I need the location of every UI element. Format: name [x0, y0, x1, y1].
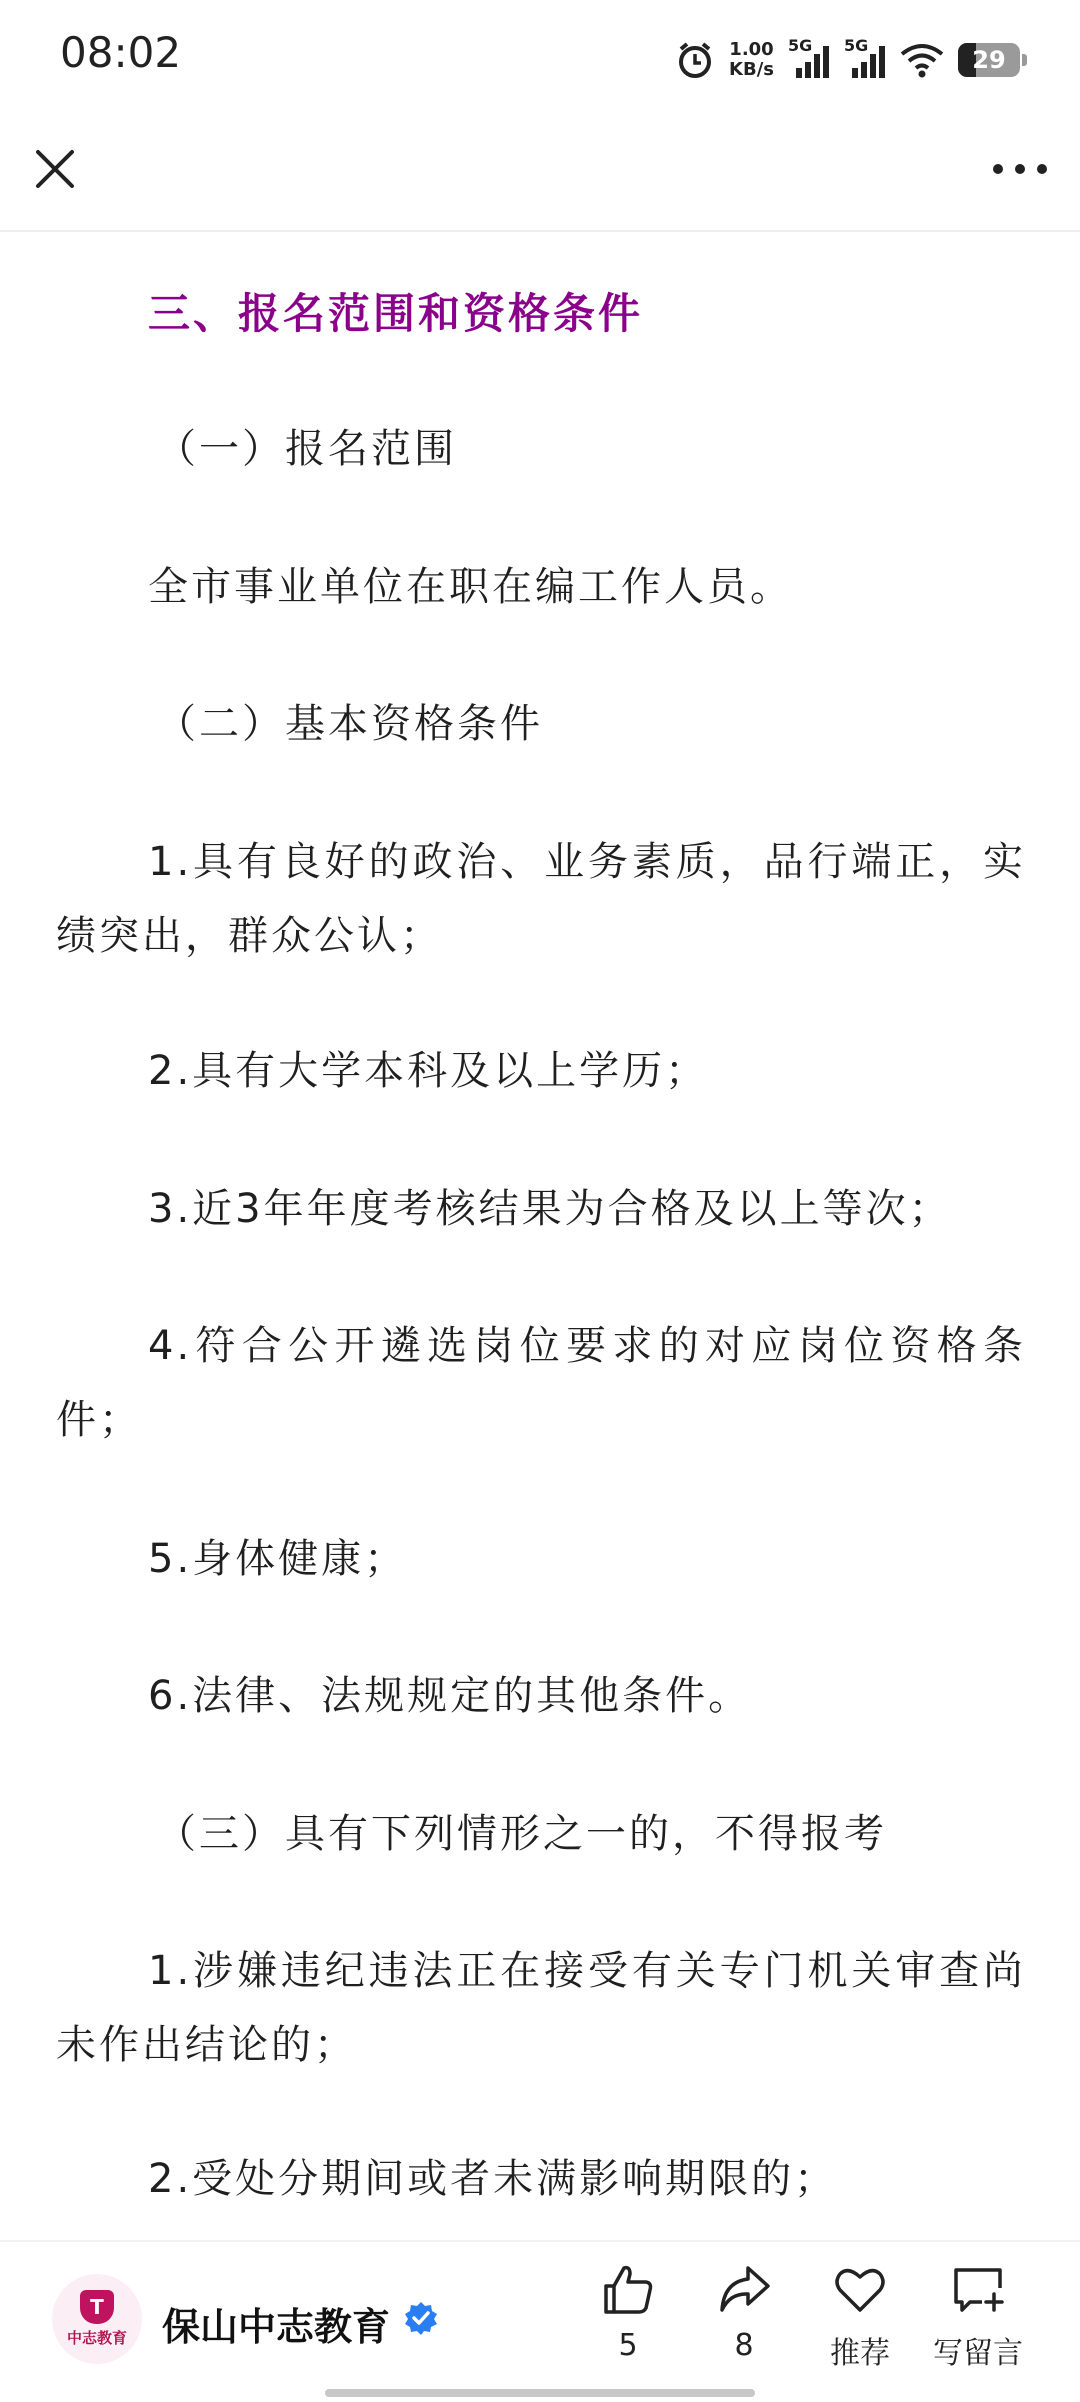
- speed-unit: KB/s: [729, 59, 774, 80]
- like-button[interactable]: [568, 2262, 688, 2363]
- battery-icon: [958, 43, 1020, 77]
- home-indicator[interactable]: [325, 2389, 755, 2397]
- verified-badge-icon: [403, 2300, 439, 2336]
- article-paragraph: 4.符合公开遴选岗位要求的对应岗位资格条件；: [56, 1323, 1026, 1443]
- article-paragraph: 1.具有良好的政治、业务素质，品行端正，实绩突出，群众公认；: [56, 839, 1026, 959]
- comment-button[interactable]: [918, 2262, 1038, 2372]
- status-time: 08:02: [60, 28, 182, 77]
- bottom-action-bar: [0, 2240, 1080, 2402]
- share-arrow-icon: [716, 2262, 772, 2318]
- article-paragraph: 全市事业单位在职在编工作人员。: [148, 564, 793, 610]
- article-paragraph: （一）报名范围: [156, 426, 457, 472]
- signal-label: 5G: [788, 36, 813, 55]
- more-dots-icon[interactable]: [990, 154, 1050, 184]
- recommend-button[interactable]: [800, 2262, 920, 2372]
- status-bar: [0, 0, 1080, 115]
- close-icon[interactable]: [28, 142, 82, 196]
- nav-bar: [0, 118, 1080, 232]
- speed-value: 1.00: [729, 39, 774, 60]
- heart-icon: [832, 2262, 888, 2318]
- article-paragraph: 2.受处分期间或者未满影响期限的；: [148, 2156, 838, 2202]
- thumbs-up-icon: [600, 2262, 656, 2318]
- share-count: 8: [734, 2328, 754, 2363]
- article-paragraph: （二）基本资格条件: [156, 701, 543, 747]
- article-paragraph: （三）具有下列情形之一的，不得报考: [156, 1811, 887, 1857]
- signal-5g-icon: [844, 36, 886, 80]
- account-avatar[interactable]: [52, 2274, 142, 2364]
- comment-add-icon: [950, 2262, 1006, 2318]
- comment-label: 写留言: [933, 2336, 1023, 2371]
- signal-label: 5G: [844, 36, 869, 55]
- article-paragraph: 3.近3年年度考核结果为合格及以上等次；: [148, 1186, 952, 1232]
- article-paragraph: 6.法律、法规规定的其他条件。: [148, 1673, 752, 1719]
- article-content: [0, 232, 1080, 2237]
- network-speed: [729, 40, 774, 80]
- logo-shield-icon: T: [80, 2290, 114, 2324]
- article-paragraph: 5.身体健康；: [148, 1536, 408, 1582]
- alarm-icon: [675, 40, 715, 80]
- wifi-icon: [900, 42, 944, 78]
- article-paragraph: 1.涉嫌违纪违法正在接受有关专门机关审查尚未作出结论的；: [56, 1948, 1026, 2068]
- account-name[interactable]: 保山中志教育: [162, 2305, 391, 2349]
- logo-text: 中志教育: [66, 2329, 127, 2347]
- recommend-label: 推荐: [830, 2336, 890, 2371]
- share-button[interactable]: [684, 2262, 804, 2363]
- like-count: 5: [618, 2328, 638, 2363]
- article-paragraph: 2.具有大学本科及以上学历；: [148, 1048, 709, 1094]
- section-heading: 三、报名范围和资格条件: [148, 289, 644, 338]
- signal-5g-icon: [788, 36, 830, 80]
- status-icons: [675, 30, 1020, 90]
- battery-level: 29: [972, 46, 1006, 74]
